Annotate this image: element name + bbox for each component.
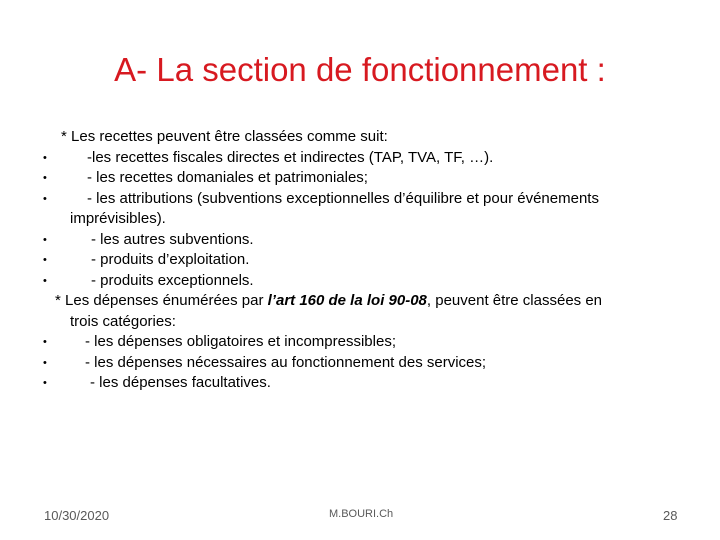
list-item — [0, 230, 720, 251]
list-item-text: trois catégories: — [70, 312, 176, 330]
bullet-icon: • — [43, 172, 47, 184]
slide-title: A- La section de fonctionnement : — [114, 51, 606, 88]
list-item — [0, 332, 720, 353]
bullet-icon: • — [43, 233, 47, 246]
list-item-text: - les dépenses facultatives. — [90, 374, 271, 391]
footer-date: 10/30/2020 — [44, 508, 110, 523]
list-item — [0, 312, 720, 333]
list-item — [0, 250, 720, 271]
list-item-text: * Les recettes peuvent être classées comme suit: — [61, 128, 388, 145]
bullet-icon: • — [43, 254, 47, 266]
bullet-icon: • — [43, 274, 47, 287]
list-item-text: -les recettes fiscales directes et indirectes (TAP, TVA, TF, …). — [87, 148, 494, 166]
bullet-icon: • — [43, 336, 47, 348]
slide-body — [0, 127, 720, 394]
list-item-text: - produits exceptionnels. — [91, 271, 254, 289]
list-item-text — [55, 291, 602, 312]
list-item-text: imprévisibles). — [70, 210, 166, 227]
list-item — [0, 168, 720, 189]
list-item-text: - les attributions (subventions exceptionnelles d’équilibre et pour événements — [87, 189, 599, 207]
bullet-icon: • — [43, 356, 47, 369]
bullet-icon: • — [43, 377, 47, 389]
list-item-text: - les dépenses obligatoires et incompressibles; — [85, 333, 396, 350]
list-item — [0, 373, 720, 394]
list-item — [0, 148, 720, 169]
bullet-icon: • — [43, 151, 47, 164]
list-item-text: - les dépenses nécessaires au fonctionnement des services; — [85, 353, 487, 371]
list-item-text: - produits d’exploitation. — [91, 251, 250, 268]
list-item — [0, 189, 720, 210]
law-reference: l’art 160 de la loi 90-08 — [267, 292, 427, 309]
list-item — [0, 353, 720, 374]
list-item-text-part: , peuvent être classées en — [426, 292, 603, 309]
list-item — [0, 127, 720, 148]
list-item — [0, 271, 720, 292]
bullet-icon: • — [43, 192, 47, 205]
list-item-text-part: * Les dépenses énumérées par — [55, 292, 268, 309]
list-item — [0, 209, 720, 230]
list-item-text: - les autres subventions. — [91, 230, 254, 248]
page-number: 28 — [663, 508, 678, 523]
list-item — [0, 291, 720, 312]
footer-author: M.BOURI.Ch — [329, 508, 394, 520]
list-item-text: - les recettes domaniales et patrimoniales; — [87, 169, 368, 186]
